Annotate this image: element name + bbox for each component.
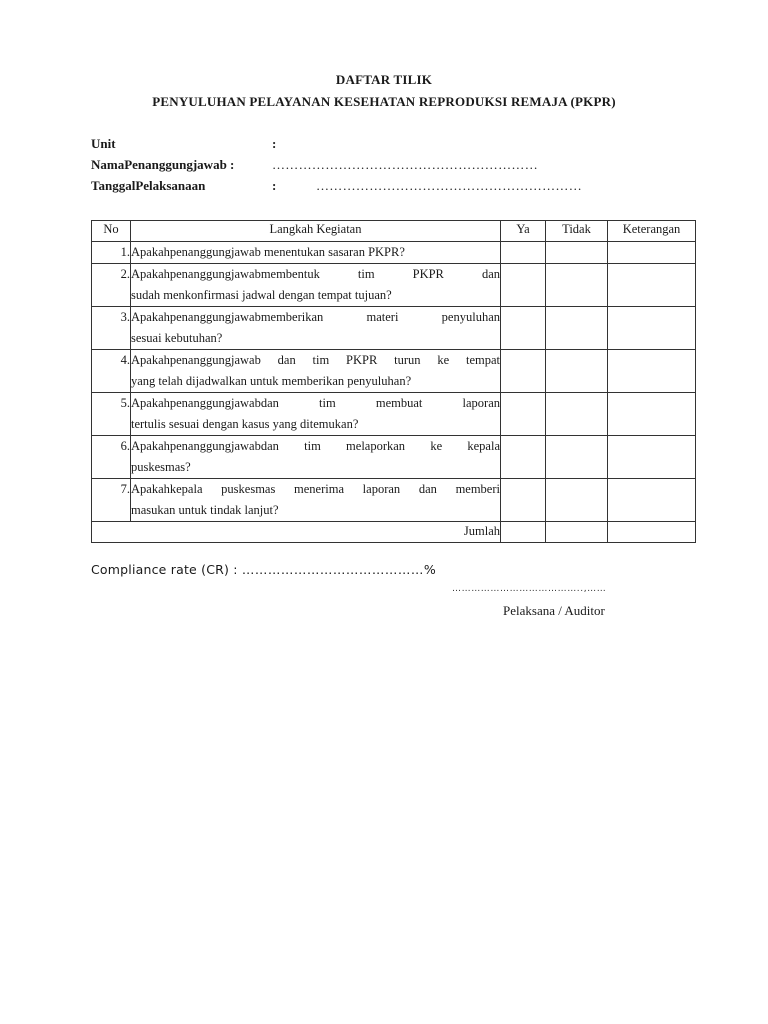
ya-cell[interactable]	[501, 242, 546, 264]
pj-dots: ……………………………………………………	[272, 157, 538, 172]
header-keterangan: Keterangan	[608, 221, 696, 242]
step-text-line1: Apakahpenanggungjawabmemberikan materi penyuluhan	[131, 310, 500, 324]
row-number: 4.	[92, 350, 131, 393]
step-text-line1: Apakahpenanggungjawabmembentuk tim PKPR dan	[131, 267, 500, 281]
row-step	[131, 393, 501, 436]
step-text-line1: Apakahkepala puskesmas menerima laporan dan memberi	[131, 482, 500, 496]
row-number: 5.	[92, 393, 131, 436]
ya-cell[interactable]	[501, 436, 546, 479]
date-dots: ……………………………………………………	[316, 178, 582, 193]
header-tidak: Tidak	[546, 221, 608, 242]
table-row	[92, 307, 696, 350]
tidak-total-cell[interactable]	[546, 522, 608, 543]
compliance-dots: ……………………………………	[241, 562, 424, 577]
step-text-line1: Apakahpenanggungjawab dan tim PKPR turun ke tempat	[131, 353, 500, 367]
keterangan-total-cell[interactable]	[608, 522, 696, 543]
ya-cell[interactable]	[501, 393, 546, 436]
keterangan-cell[interactable]	[608, 264, 696, 307]
ya-total-cell[interactable]	[501, 522, 546, 543]
step-text-line2: tertulis sesuai dengan kasus yang ditemukan?	[131, 417, 359, 431]
unit-colon: :	[272, 136, 277, 151]
step-text: Apakahpenanggungjawab menentukan sasaran PKPR?	[131, 245, 405, 259]
step-text-line2: sesuai kebutuhan?	[131, 331, 223, 345]
tidak-cell[interactable]	[546, 393, 608, 436]
ya-cell[interactable]	[501, 350, 546, 393]
row-step	[131, 307, 501, 350]
date-label: TanggalPelaksanaan	[91, 178, 206, 193]
table-header-row	[92, 221, 696, 242]
header-langkah: Langkah Kegiatan	[131, 221, 501, 242]
row-number: 1.	[92, 242, 131, 264]
compliance-label: Compliance rate (CR) :	[91, 562, 242, 577]
table-footer-row	[92, 522, 696, 543]
row-step	[131, 436, 501, 479]
table-row	[92, 436, 696, 479]
signature-place-date-dots: …………………………………..,……	[452, 584, 607, 594]
jumlah-label: Jumlah	[92, 522, 501, 543]
unit-label: Unit	[91, 136, 116, 151]
row-step	[131, 264, 501, 307]
keterangan-cell[interactable]	[608, 242, 696, 264]
row-step	[131, 350, 501, 393]
keterangan-cell[interactable]	[608, 307, 696, 350]
step-text-line1: Apakahpenanggungjawabdan tim membuat laporan	[131, 396, 500, 410]
keterangan-cell[interactable]	[608, 393, 696, 436]
table-row	[92, 242, 696, 264]
row-number: 3.	[92, 307, 131, 350]
row-step	[131, 242, 501, 264]
row-number: 6.	[92, 436, 131, 479]
step-text-line2: puskesmas?	[131, 460, 191, 474]
table-row	[92, 350, 696, 393]
tidak-cell[interactable]	[546, 264, 608, 307]
tidak-cell[interactable]	[546, 350, 608, 393]
tidak-cell[interactable]	[546, 242, 608, 264]
row-number: 7.	[92, 479, 131, 522]
table-row	[92, 393, 696, 436]
ya-cell[interactable]	[501, 264, 546, 307]
ya-cell[interactable]	[501, 479, 546, 522]
step-text-line2: masukan untuk tindak lanjut?	[131, 503, 279, 517]
tidak-cell[interactable]	[546, 307, 608, 350]
step-text-line2: sudah menkonfirmasi jadwal dengan tempat tujuan?	[131, 288, 392, 302]
row-step	[131, 479, 501, 522]
step-text-line2: yang telah dijadwalkan untuk memberikan penyuluhan?	[131, 374, 412, 388]
pj-label: NamaPenanggungjawab :	[91, 157, 235, 172]
keterangan-cell[interactable]	[608, 479, 696, 522]
checklist-table	[91, 220, 696, 543]
signer-role: Pelaksana / Auditor	[503, 603, 605, 618]
row-number: 2.	[92, 264, 131, 307]
document-subtitle: PENYULUHAN PELAYANAN KESEHATAN REPRODUKSI REMAJA (PKPR)	[152, 94, 616, 109]
table-row	[92, 479, 696, 522]
compliance-unit: %	[423, 562, 436, 577]
date-colon: :	[272, 178, 277, 193]
keterangan-cell[interactable]	[608, 350, 696, 393]
tidak-cell[interactable]	[546, 436, 608, 479]
table-row	[92, 264, 696, 307]
step-text-line1: Apakahpenanggungjawabdan tim melaporkan ke kepala	[131, 439, 500, 453]
tidak-cell[interactable]	[546, 479, 608, 522]
compliance-rate	[91, 562, 436, 577]
header-no: No	[92, 221, 131, 242]
document-title: DAFTAR TILIK	[335, 72, 433, 87]
ya-cell[interactable]	[501, 307, 546, 350]
keterangan-cell[interactable]	[608, 436, 696, 479]
header-ya: Ya	[501, 221, 546, 242]
